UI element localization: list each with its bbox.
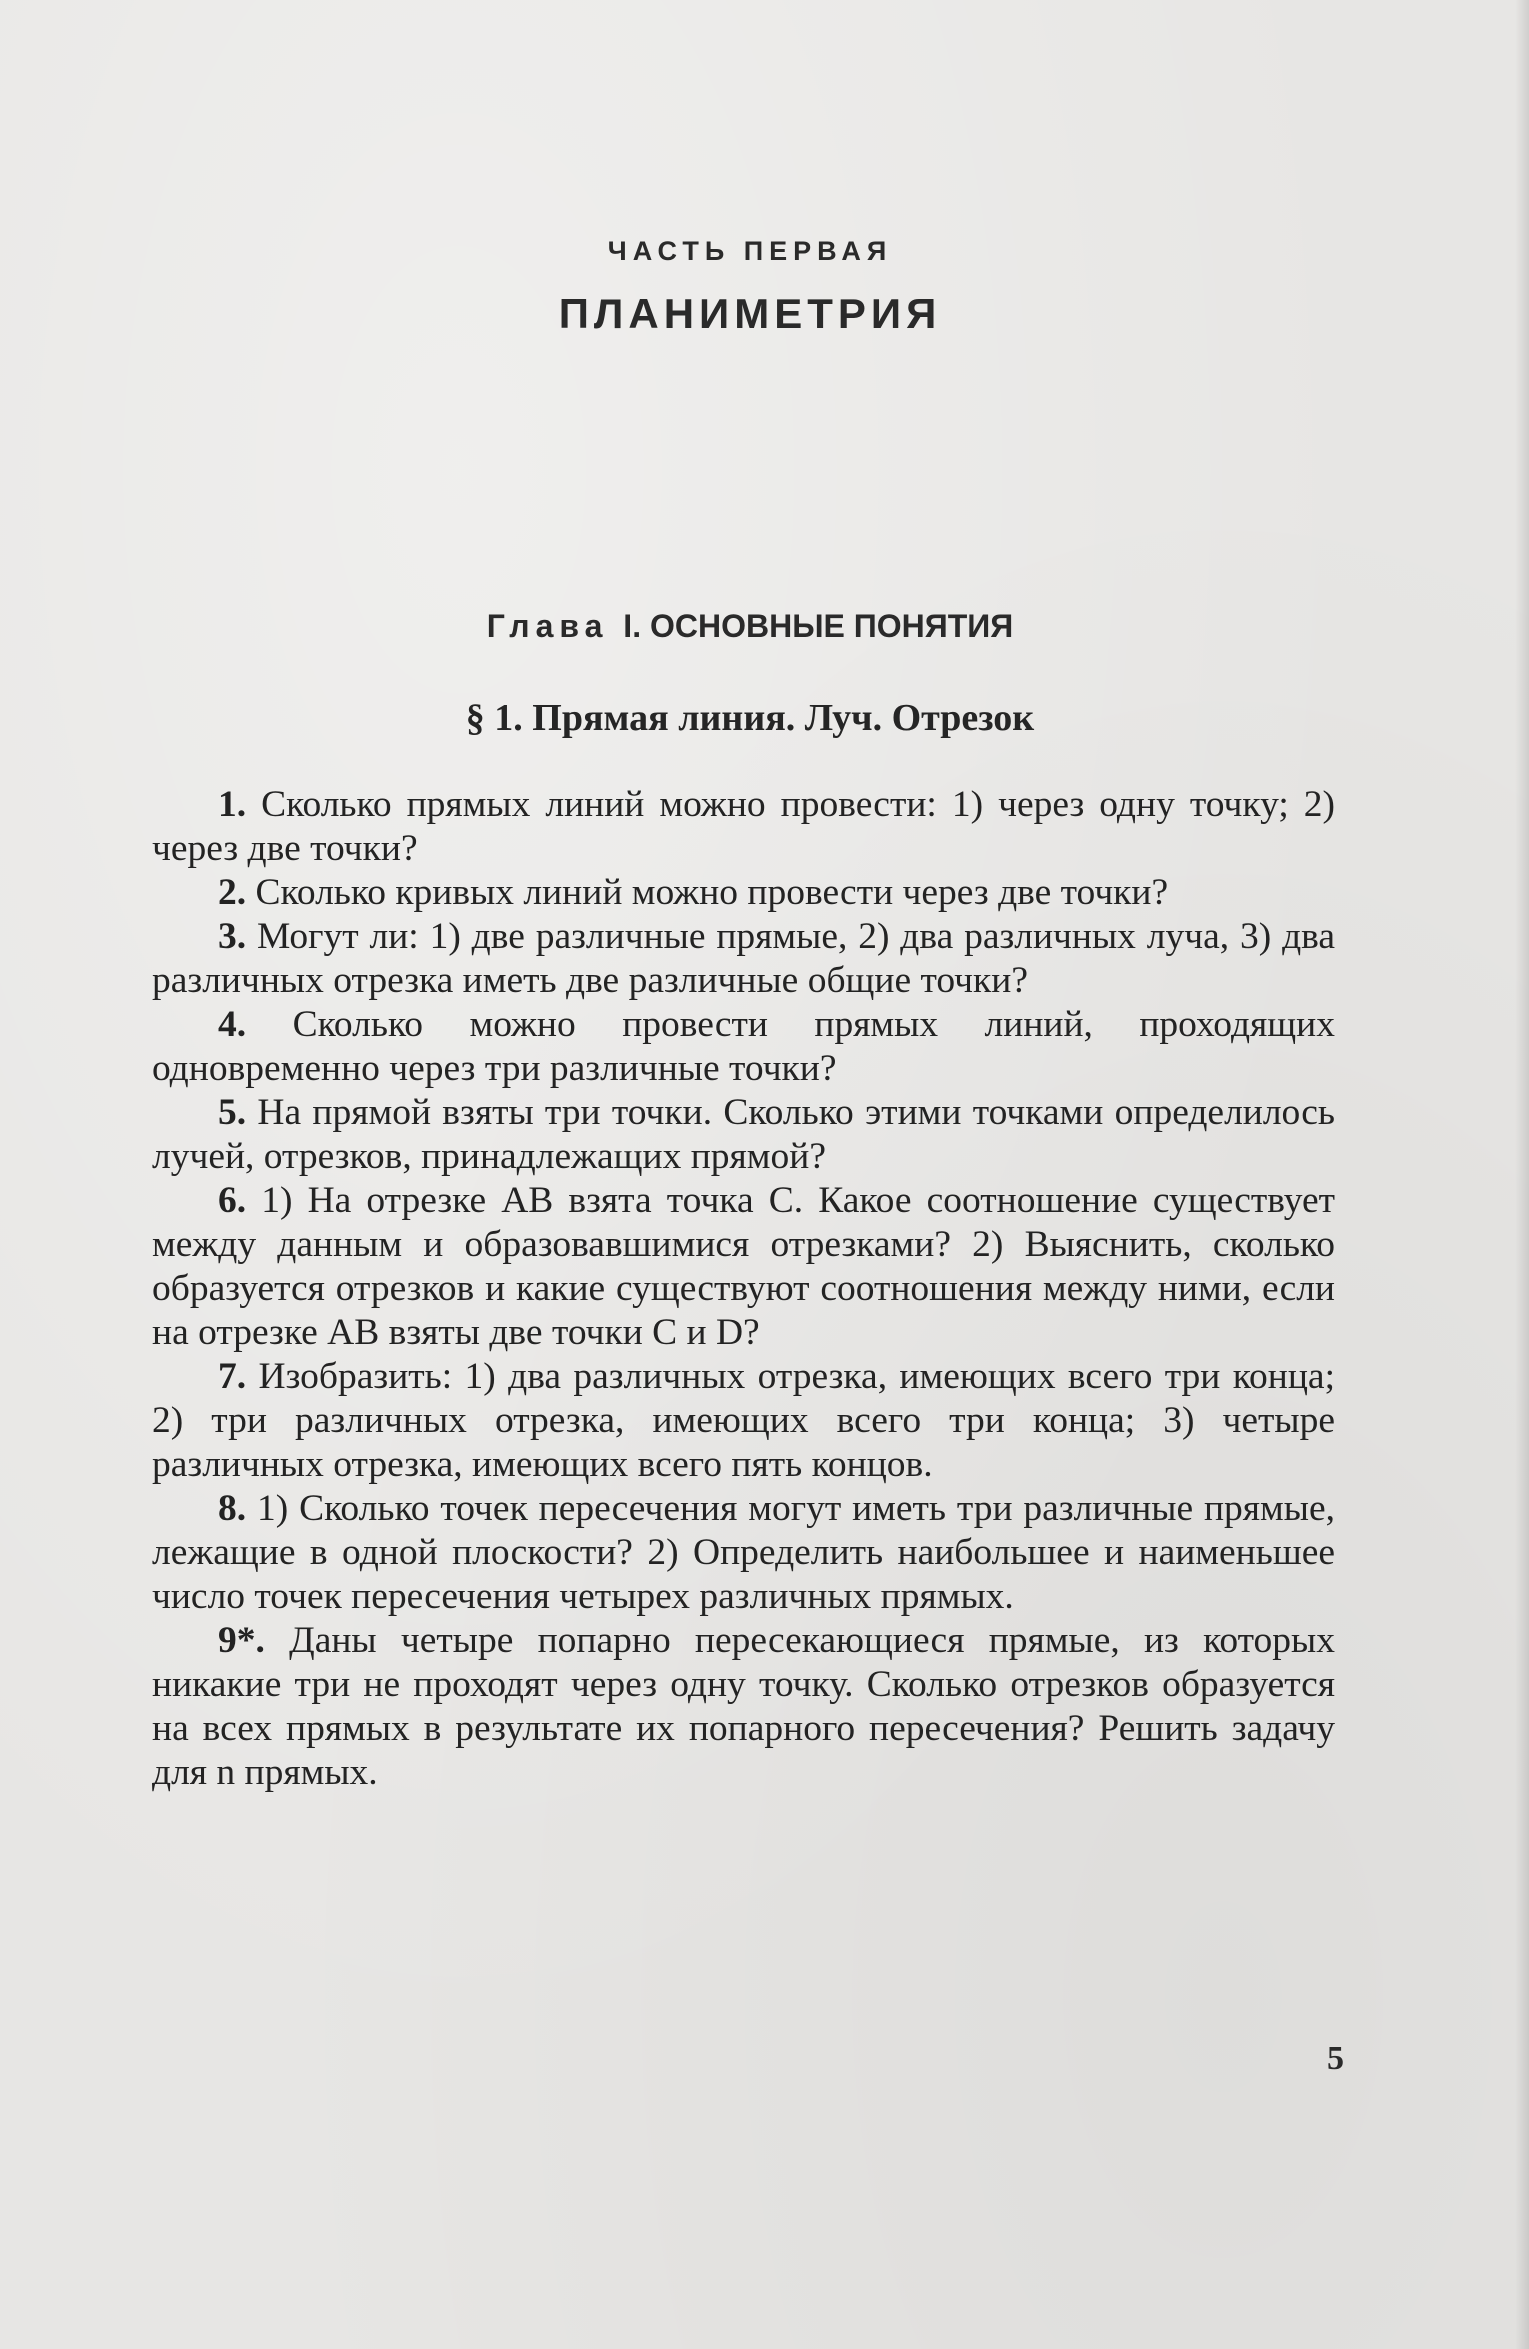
problem-item — [152, 783, 1335, 871]
problem-item — [152, 871, 1335, 915]
problem-number: 1. — [218, 784, 247, 825]
problem-text: На прямой взяты три точки. Сколько этими точками определилось лучей, отрезков, принадлежащих прямой? — [152, 1092, 1335, 1177]
page-number: 5 — [1327, 2040, 1344, 2077]
problem-item — [152, 915, 1335, 1003]
problem-item — [152, 1487, 1335, 1619]
problem-text: Могут ли: 1) две различные прямые, 2) два различных луча, 3) два различных отрезка иметь две различные общие точки? — [152, 916, 1336, 1001]
part-title: ПЛАНИМЕТРИЯ — [558, 290, 942, 337]
problem-item — [152, 1091, 1335, 1179]
problem-text: Изобразить: 1) два различных отрезка, имеющих всего три конца; 2) три различных отрезка, имеющих всего три конца; 3) четыре различных отрезка, имеющих всего пять концов. — [152, 1356, 1335, 1485]
problem-text: 1) На отрезке AB взята точка C. Какое соотношение существует между данным и образовавшимися отрезками? 2) Выяснить, сколько образуется отрезков и какие существуют соотношения между ними, если на отрезке AB взяты две точки C и D? — [152, 1180, 1336, 1353]
problem-text: Сколько прямых линий можно провести: 1) через одну точку; 2) через две точки? — [152, 784, 1335, 869]
problem-text: Сколько кривых линий можно провести через две точки? — [255, 872, 1169, 913]
problem-number: 8. — [218, 1488, 247, 1529]
problem-number: 2. — [218, 872, 247, 913]
part-label: ЧАСТЬ ПЕРВАЯ — [607, 236, 893, 266]
problem-item — [152, 1355, 1335, 1487]
page-edge-shadow — [1515, 0, 1529, 2349]
section-heading: § 1. Прямая линия. Луч. Отрезок — [465, 697, 1035, 739]
problem-text: Сколько можно провести прямых линий, проходящих одновременно через три различные точки? — [152, 1004, 1336, 1089]
problem-number: 3. — [218, 916, 247, 957]
chapter-title: ОСНОВНЫЕ ПОНЯТИЯ — [649, 608, 1014, 644]
problem-number: 4. — [218, 1004, 247, 1045]
problem-text: 1) Сколько точек пересечения могут иметь три различные прямые, лежащие в одной плоскости? 2) Определить наибольшее и наименьшее число точек пересечения четырех различных прямых. — [152, 1488, 1335, 1617]
problem-number: 9*. — [218, 1620, 265, 1661]
problem-number: 6. — [218, 1180, 247, 1221]
problem-item — [152, 1003, 1335, 1091]
problem-list — [152, 783, 1335, 1795]
chapter-heading — [0, 608, 1500, 645]
problem-item — [152, 1619, 1335, 1795]
problem-number: 5. — [218, 1092, 247, 1133]
chapter-number: I. — [623, 608, 642, 644]
problem-text: Даны четыре попарно пересекающиеся прямые, из которых никакие три не проходят через одну точку. Сколько отрезков образуется на всех прямых в результате их попарного пересечения? Решить задачу для n прямых. — [152, 1620, 1335, 1793]
problem-item — [152, 1179, 1335, 1355]
problem-number: 7. — [218, 1356, 247, 1397]
chapter-prefix: Глава — [486, 608, 609, 644]
